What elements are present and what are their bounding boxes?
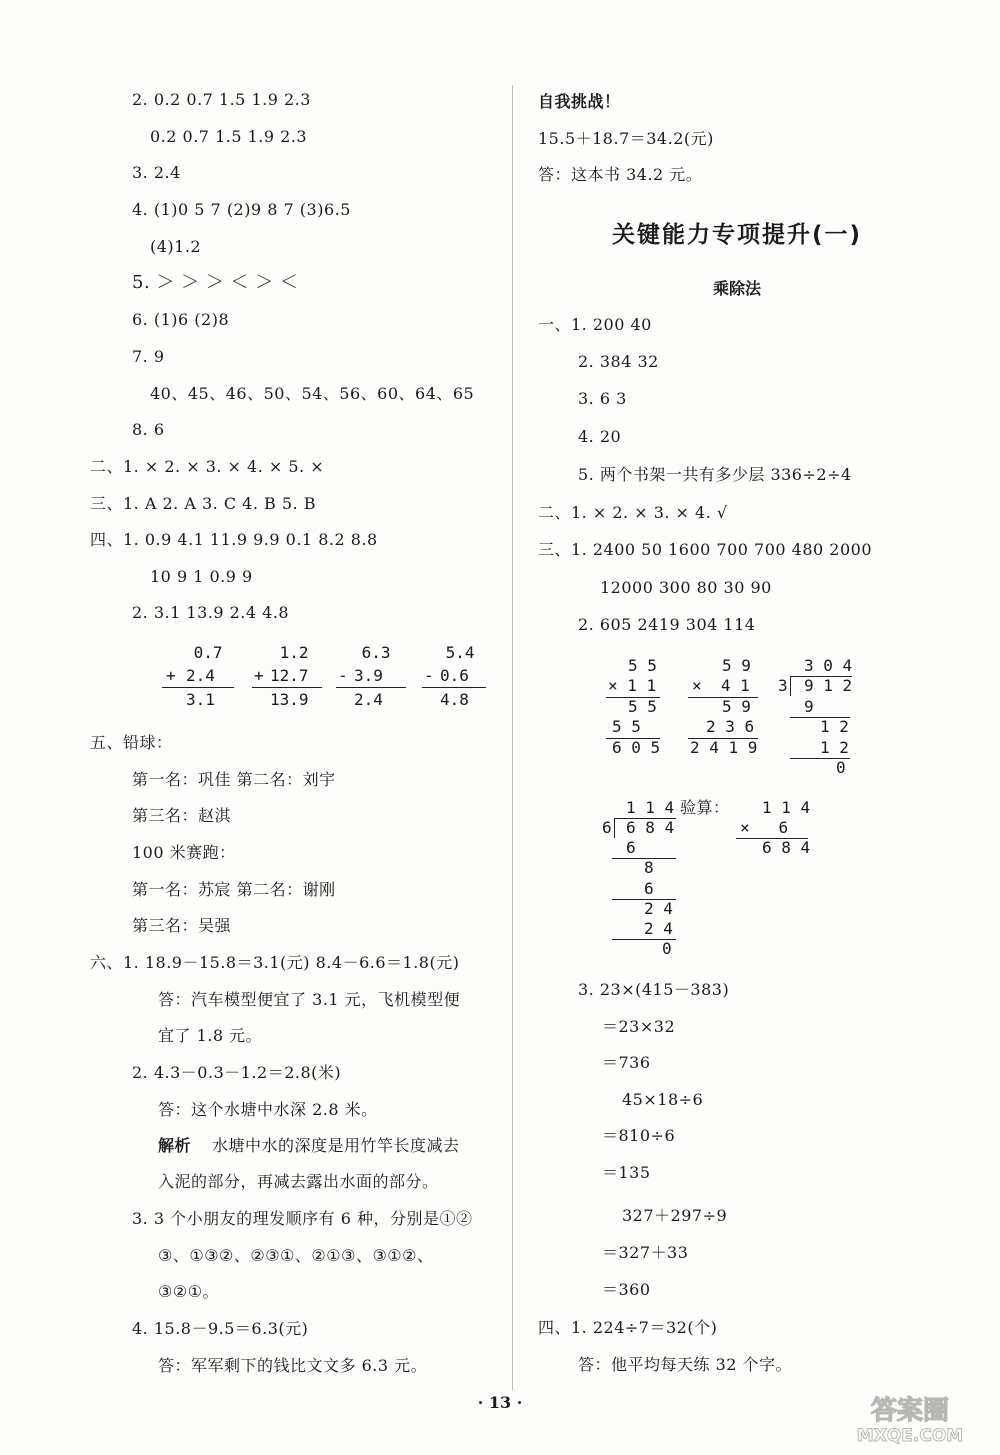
answer-line: 5. 两个书架一共有多少层 336÷2÷4 [578,465,852,484]
analysis-text: 入泥的部分，再减去露出水面的部分。 [158,1172,439,1191]
answer-line: ＝327＋33 [602,1243,689,1262]
answer-line: 15.5＋18.7＝34.2(元) [538,129,714,148]
section-line: 五、铅球： [90,733,173,752]
answer-line: ＝360 [602,1280,651,1299]
answer-line: 第三名：吴强 [132,916,232,935]
svg-text:答案圈: 答案圈 [870,1396,950,1426]
answer-line: 40、45、46、50、54、56、60、64、65 [150,384,475,403]
answer-line: 宜了 1.8 元。 [158,1026,263,1045]
answer-line: 4. 20 [578,427,622,446]
section-line: 四、1. 0.9 4.1 11.9 9.9 0.1 8.2 8.8 [90,530,378,549]
section-line: 二、1. × 2. × 3. × 4. × 5. × [90,457,325,476]
answer-line: 8. 6 [132,420,165,439]
answer-line: 3. 2.4 [132,163,181,182]
answer-line: 5. ＞ ＞ ＞ ＜ ＞ ＜ [132,272,299,293]
answer-line: 327＋297÷9 [622,1206,728,1225]
answer-line: 第一名：巩佳 第二名：刘宇 [132,770,336,789]
answer-line: 3. 6 3 [578,389,627,408]
answer-line: 4. 15.8－9.5＝6.3(元) [132,1319,309,1338]
answer-line: 3. 23×(415－383) [578,980,730,999]
answer-line: ③②①。 [158,1282,220,1301]
answer-line: ＝736 [602,1053,651,1072]
answer-line: 答：这个水塘中水深 2.8 米。 [158,1100,378,1119]
answer-line: 2. 4.3－0.3－1.2＝2.8(米) [132,1063,342,1082]
section-line: 六、1. 18.9－15.8＝3.1(元) 8.4－6.6＝1.8(元) [90,953,460,972]
answer-line: ＝23×32 [602,1017,676,1036]
answer-line: 第三名：赵淇 [132,806,232,825]
section-subtitle: 乘除法 [713,279,762,298]
answer-line: 2. 3.1 13.9 2.4 4.8 [132,603,290,622]
svg-text:MXQE.COM: MXQE.COM [856,1426,964,1445]
answer-line: 45×18÷6 [622,1090,704,1109]
section-title: 关键能力专项提升(一) [612,222,863,248]
answer-line: 2. 605 2419 304 114 [578,615,756,634]
section-line: 三、1. A 2. A 3. C 4. B 5. B [90,494,316,513]
answer-line: 4. (1)0 5 7 (2)9 8 7 (3)6.5 [132,200,351,219]
check-label: 验算： [680,798,730,817]
challenge-heading: 自我挑战！ [538,92,621,111]
answer-line: 答：军军剩下的钱比文文多 6.3 元。 [158,1356,428,1375]
section-line: 二、1. × 2. × 3. × 4. √ [538,503,728,522]
answer-line: 10 9 1 0.9 9 [150,567,253,586]
answer-line: 2. 384 32 [578,352,659,371]
answer-line: 答：他平均每天练 32 个字。 [578,1355,793,1374]
answer-line: ③、①③②、②③①、②①③、③①②、 [158,1246,434,1265]
answer-line: 7. 9 [132,347,165,366]
answer-line: 答：这本书 34.2 元。 [538,165,703,184]
answer-line: 2. 0.2 0.7 1.5 1.9 2.3 [132,90,311,109]
analysis-label: 解析 [158,1136,192,1155]
section-line: 三、1. 2400 50 1600 700 700 480 2000 [538,540,873,559]
answer-line: ＝810÷6 [602,1126,676,1145]
answer-line: 0.2 0.7 1.5 1.9 2.3 [150,127,308,146]
answer-line: ＝135 [602,1163,651,1182]
answer-line: 3. 3 个小朋友的理发顺序有 6 种，分别是①② [132,1209,473,1228]
section-line: 一、1. 200 40 [538,315,652,334]
answer-line: 6. (1)6 (2)8 [132,310,230,329]
column-divider [512,85,513,1390]
answer-line: 答：汽车模型便宜了 3.1 元，飞机模型便 [158,990,461,1009]
answer-line: 12000 300 80 30 90 [600,578,772,597]
answer-line: 100 米赛跑： [132,843,236,862]
page-number: · 13 · [477,1393,523,1412]
section-line: 四、1. 224÷7＝32(个) [538,1318,718,1337]
analysis-text: 水塘中水的深度是用竹竿长度减去 [212,1136,460,1155]
answer-line: 第一名：苏宸 第二名：谢刚 [132,880,336,899]
answer-line: (4)1.2 [150,237,202,256]
watermark-logo [835,1395,985,1445]
